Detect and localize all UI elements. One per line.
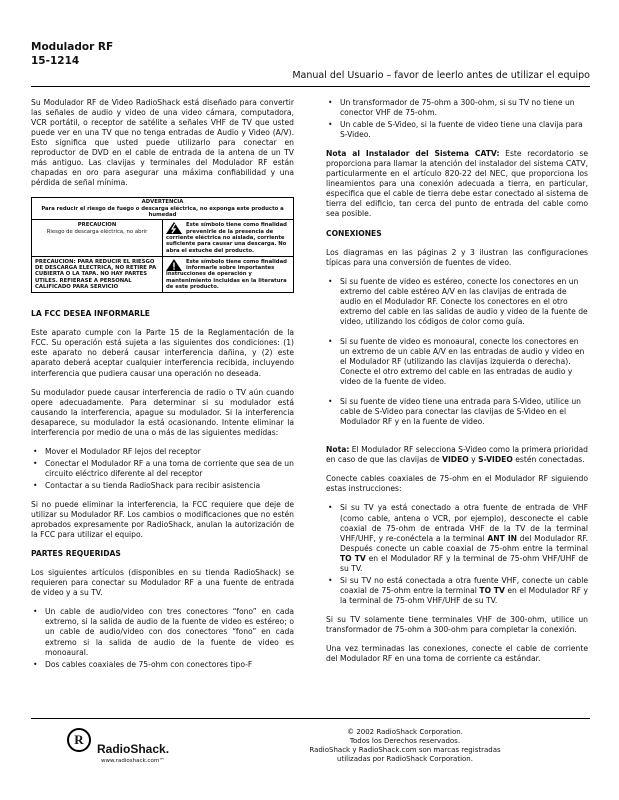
copyright-block	[300, 728, 510, 764]
logo-mark-icon: R	[67, 728, 91, 752]
parts-heading: PARTES REQUERIDAS	[31, 549, 121, 559]
list-item: • Dos cables coaxiales de 75-ohm con conectores tipo-F	[31, 660, 294, 670]
item-text: Si su TV no está conectada a otra fuente VHF, conecte un cable coaxial de 75-ohm entre la terminal	[340, 575, 588, 595]
note-text: y	[468, 455, 479, 465]
warning-line: Para reducir el riesgo de fuego o descarga eléctrica, no exponga este producto a humedad	[41, 205, 284, 219]
warning-title: ADVERTENCIA	[141, 199, 184, 206]
connections-heading: CONEXIONES	[326, 228, 382, 238]
catv-note-text: Este recordatorio se proporciona para llamar la atención del instalador del sistema CATV, particularmente en el artículo 820-22 del NEC, que proporciona los lineamientos para una conexión adecuada a tierra, en particular, especifica que el cable de tierra debe estar conectado al sistema de tierra del edificio, tan cerca del punto de entrada del cable como sea posible.	[326, 149, 588, 219]
list-item: • Un transformador de 75-ohm a 300-ohm, si su TV no tiene un conector VHF de 75-ohm.	[326, 98, 588, 118]
catv-note	[326, 149, 588, 219]
list-item: • Si su fuente de video es estéreo, conecte los conectores en un extremo del cable estéreo A/V en las clavijas de entrada de audio en el Modulador RF. Conecte los conectores en el otro extremo del cable en las salidas de audio y video de la fuente de video, utilizando los códigos de color como guía.	[326, 277, 588, 327]
lightning-bolt-icon	[166, 222, 182, 234]
caution-label: PRECAUCION	[77, 222, 117, 229]
coax-list	[326, 503, 588, 605]
fcc-paragraph-3: Si no puede eliminar la interferencia, la FCC requiere que deje de utilizar su Modulador RF. Los cambios o modificaciones que no estén aprobados expresamente por RadioShack, anulan la autorización de la FCC para utilizar el equipo.	[31, 499, 294, 540]
list-item	[326, 576, 588, 606]
copyright-line: Todos los Derechos reservados.	[349, 737, 461, 745]
list-item: • Conectar el Modulador RF a una toma de corriente que sea de un circuito eléctrico diferente al del receptor	[31, 459, 294, 479]
warning-box	[31, 197, 294, 293]
copyright-line: © 2002 RadioShack Corporation.	[347, 728, 463, 736]
connections-list	[326, 277, 588, 428]
warning-header	[32, 198, 293, 219]
item-text: del Modulador RF. Después conecte un cable coaxial de 75-ohm entre la terminal	[340, 533, 588, 553]
fcc-paragraph-1: Este aparato cumple con la Parte 15 de la Reglamentación de la FCC. Su operación está sujeta a las siguientes dos condiciones: (1) este aparato no deberá causar interferencia dañina, y (2) este aparato deberá aceptar cualquier interferencia recibida, incluyendo interferencia que pudiera causar una operación no deseada.	[31, 328, 294, 378]
parts-list-continued	[326, 98, 588, 140]
right-column	[326, 98, 588, 673]
bolt-symbol-text: Este símbolo tiene como finalidad prevenirle de la presencia de corriente eléctrica no aislada, corriente suficiente para causar una descarga. No abra el estuche del producto.	[166, 222, 287, 254]
vhf-paragraph: Si su TV solamente tiene terminales VHF de 300-ohm, utilice un transformador de 75-ohm a 300-ohm para completar la conexión.	[326, 614, 588, 634]
warning-cell-caution	[32, 220, 162, 255]
item-text: en el Modulador RF y la terminal de 75-ohm VHF/UHF de su TV.	[340, 553, 588, 573]
product-title: Modulador RF	[31, 41, 114, 53]
exclamation-triangle-icon	[166, 259, 182, 271]
svideo-jack-label: S-VIDEO	[478, 455, 513, 465]
note-label: Nota:	[326, 445, 350, 455]
svideo-note	[326, 445, 588, 465]
warning-row-2	[32, 256, 293, 292]
manual-subtitle: Manual del Usuario – favor de leerlo antes de utilizar el equipo	[292, 70, 590, 81]
catv-note-label: Nota al Instalador del Sistema CATV:	[326, 149, 500, 159]
left-column	[31, 98, 294, 679]
radioshack-logo	[67, 728, 187, 768]
warning-row-1	[32, 219, 293, 255]
item-text: en el Modulador RF y la terminal de 75-ohm VHF/UHF de su TV.	[340, 585, 589, 605]
logo-url: www.radioshack.com™	[101, 758, 165, 764]
list-item: • Mover el Modulador RF lejos del receptor	[31, 447, 294, 457]
fcc-heading: LA FCC DESEA INFORMARLE	[31, 309, 150, 319]
list-item: • Si su fuente de video es monoaural, conecte los conectores en un extremo de un cable A/V en las entradas de audio y video en el Modulador RF (utilizando las clavijas izquierda o derecha). Conecte el otro extremo del cable en las entradas de audio y video de la fuente de video.	[326, 337, 588, 387]
connections-paragraph: Los diagramas en las páginas 2 y 3 ilustran las configuraciones típicas para una conversión de fuentes de video.	[326, 247, 588, 267]
ant-in-label: ANT IN	[487, 533, 518, 543]
copyright-line: RadioShack y RadioShack.com son marcas registradas	[309, 746, 501, 754]
warning-cell-cover: PRECAUCION: PARA REDUCIR EL RIESGO DE DESCARGA ELECTRICA, NO RETIRE PA CUBIERTA O LA TAPA. NO HAY PARTES UTILES. REFIERASE A PERSONAL CALIFICADO PARA SERVICIO	[35, 258, 157, 290]
intro-paragraph: Su Modulador RF de Video RadioShack está diseñado para convertir las señales de audio y video de una video cámara, computadora, VCR portátil, o receptor de satélite a señales VHF de TV que usted puede ver en una TV que no tenga entradas de Audio y Video (A/V). Esto significa que usted puede utilizarlo para conectar en reproductor de DVD en el cable de entrada de la antena de un TV más antiguo. Las clavijas y terminales del Modulador RF están chapadas en oro para asegurar una máxima confiabilidad y una pérdida de señal mínima.	[31, 98, 294, 188]
final-paragraph: Una vez terminadas las conexiones, conecte el cable de corriente del Modulador RF en una toma de corriente ca estándar.	[326, 644, 588, 664]
fcc-list	[31, 447, 294, 491]
coax-paragraph: Conecte cables coaxiales de 75-ohm en el Modulador RF siguiendo estas instrucciones:	[326, 474, 588, 494]
parts-list	[31, 607, 294, 669]
catalog-number: 15-1214	[31, 55, 80, 67]
item-text: Si su TV ya está conectado a otra fuente de entrada de VHF (como cable, antena o VCR, por ejemplo), desconecte el cable coaxial de 75-ohm de entrada VHF de la TV de la terminal VHF/UHF, y re-conéctela a la terminal	[340, 503, 588, 543]
fcc-paragraph-2: Su modulador puede causar interferencia de radio o TV aún cuando opere adecuadamente. Para determinar si su modulador está causando la interferencia, apague su modulador. Si la interferencia desaparece, su modulador la está ocasionando. Intente eliminar la interferencia por medio de una o más de las siguientes medidas:	[31, 387, 294, 437]
logo-wordmark: RadioShack.	[97, 742, 170, 756]
exclamation-symbol-text: Este símbolo tiene como finalidad informarle sobre importantes instrucciones de operación y mantenimiento incluidas en la literatura de este producto.	[166, 258, 287, 290]
list-item: • Un cable de S-Video, si la fuente de video tiene una clavija para S-Video.	[326, 120, 588, 140]
warning-cell-exclamation	[162, 257, 293, 292]
to-tv-label: TO TV	[340, 553, 366, 563]
to-tv-label: TO TV	[479, 585, 505, 595]
caution-text: Riesgo de descarga eléctrica, no abrir	[46, 228, 148, 235]
list-item: • Si su fuente de video tiene una entrada para S-Video, utilice un cable de S-Video para conectar las clavijas de S-Video en el Modulador RF y en la fuente de video.	[326, 397, 588, 427]
header-rule	[31, 86, 590, 87]
warning-cell-bolt	[162, 220, 293, 255]
footer-rule	[31, 718, 590, 719]
list-item	[326, 503, 588, 573]
note-text: estén conectadas.	[512, 455, 585, 465]
parts-paragraph: Los siguientes artículos (disponibles en su tienda RadioShack) se requieren para conectar su Modulador RF a una fuente de entrada de video y a su TV.	[31, 568, 294, 598]
list-item: • Contactar a su tienda RadioShack para recibir asistencia	[31, 481, 294, 491]
copyright-line: utilizadas por RadioShack Corporation.	[337, 755, 473, 763]
list-item: • Un cable de audio/video con tres conectores “fono” en cada extremo, si la salida de audio de la fuente de video es estéreo; o un cable de audio/video con dos conectores “fono” en cada extremo si la salida de audio de la fuente de video es monoaural.	[31, 607, 294, 657]
video-jack-label: VIDEO	[442, 455, 469, 465]
note-text: El Modulador RF selecciona S-Video como la primera prioridad en caso de que las clavijas de	[326, 445, 588, 465]
